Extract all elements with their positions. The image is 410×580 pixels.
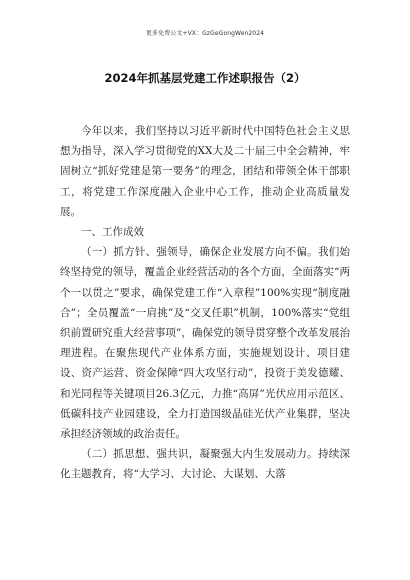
document-body xyxy=(60,121,350,485)
body-paragraph: （一）抓方针、强领导，确保企业发展方向不偏。我们始终坚持党的领导，覆盖企业经营活动的各个方面，全面落实“两个一以贯之”要求，确保党建工作“入章程”100%实现“制度融合”；全员覆盖“一肩挑”及“交叉任职”机制，100%落实“党组织前置研究重大经营事项”，确保党的领导贯穿整个改革发展治理进程。在聚焦现代产业体系方面，实施规划设计、项目建设、资产运营、资金保障“四大攻坚行动”，投资于美发德耀、和光同程等关键项目26.3亿元，力推“高屏”光伏应用示范区、低碳科技产业园建设，全力打造国级晶硅光伏产业集群，坚决承担经济领域的政治责任。 xyxy=(60,246,350,441)
document-title: 2024年抓基层党建工作述职报告（2） xyxy=(104,71,306,85)
header-watermark: 更多免费公文+VX：GzGeGongWen2024 xyxy=(145,30,265,37)
intro-paragraph: 今年以来，我们坚持以习近平新时代中国特色社会主义思想为指导，深入学习贯彻党的XX大及二十届三中全会精神，牢固树立“抓好党建是第一要务”的理念，团结和带领全体干部职工，将党建工作深度融入企业中心工作，推动企业高质量发展。 xyxy=(60,125,350,218)
page-bottom-margin xyxy=(0,568,410,580)
body-paragraph: （二）抓思想、强共识，凝聚强大内生发展动力。持续深化主题教育，将“大学习、大讨论、大谋划、大落 xyxy=(60,448,350,481)
section-heading: 一、工作成效 xyxy=(81,226,144,239)
